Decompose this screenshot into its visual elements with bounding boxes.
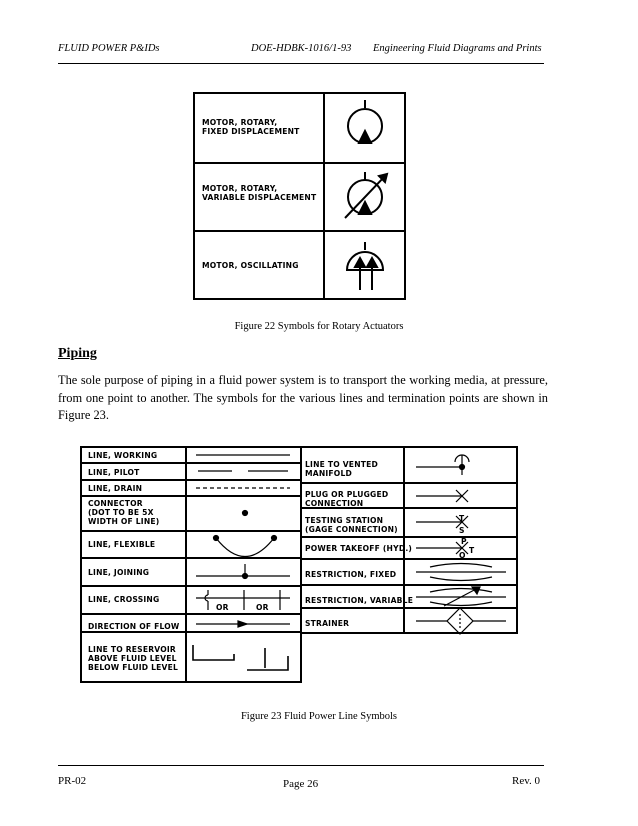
restriction-fixed-icon [416,564,506,581]
figure23-left-row-label: LINE TO RESERVOIR [88,645,176,654]
header-right: Engineering Fluid Diagrams and Prints [373,43,542,54]
figure23-right-row-label: STRAINER [305,619,350,628]
line-to-vented-manifold-icon [416,455,469,475]
figure23-right-row-label: PLUG OR PLUGGED [305,490,389,499]
section-heading: Piping [58,346,97,361]
motor-rotary-fixed-icon [348,100,382,143]
motor-oscillating-icon [347,242,383,290]
figure-23-line-symbols [0,440,638,690]
figure23-left-row-label: CONNECTOR [88,499,143,508]
footer-rule [58,765,544,766]
figure23-right-row-label: MANIFOLD [305,469,352,478]
figure23-right-row-label: RESTRICTION, FIXED [305,570,397,579]
line-flexible-icon [214,536,277,557]
figure22-row-label: MOTOR, OSCILLATING [202,261,299,270]
header-center: DOE-HDBK-1016/1-93 [251,43,352,54]
crossing-or-label-2: OR [256,603,269,612]
figure23-right-row-label: LINE TO VENTED [305,460,379,469]
strainer-icon [416,608,506,634]
figure22-row-label: FIXED DISPLACEMENT [202,127,300,136]
footer-right: Rev. 0 [512,775,541,787]
footer-center: Page 26 [283,778,319,790]
figure23-left-row-label: BELOW FLUID LEVEL [88,663,179,672]
figure23-left-row-label: LINE, JOINING [88,568,150,577]
figure23-left-row-label: ABOVE FLUID LEVEL [88,654,177,663]
line-to-reservoir-icon [193,645,288,670]
figure-23-caption: Figure 23 Fluid Power Line Symbols [240,711,398,722]
section-paragraph: The sole purpose of piping in a fluid power system is to transport the working media, at pressure, from one point to another. The symbols for the various lines and termination points are shown in Figure 23. [58,373,548,422]
figure22-row-label: MOTOR, ROTARY, [202,118,278,127]
line-crossing-icon [196,590,290,610]
plug-icon [416,490,468,502]
figure23-right-row-label: CONNECTION [305,499,364,508]
footer-left: PR-02 [58,775,87,787]
figure23-right-row-label: TESTING STATION [305,516,384,525]
line-joining-icon [196,564,290,579]
figure23-left-row-label: WIDTH OF LINE) [88,517,160,526]
figure23-right-row-label: RESTRICTION, VARIABLE [305,596,414,605]
figure-22-caption: Figure 22 Symbols for Rotary Actuators [234,321,404,332]
header-left: FLUID POWER P&IDs [58,43,160,54]
testing-station-t: T [459,514,465,523]
figure-22-rotary-actuators [0,0,638,340]
figure23-left-row-label: LINE, DRAIN [88,484,143,493]
figure23-left-row-label: LINE, CROSSING [88,595,160,604]
direction-of-flow-icon [196,621,290,627]
figure23-left-row-label: LINE, PILOT [88,468,140,477]
restriction-variable-icon [416,587,506,606]
figure23-left-row-label: DIRECTION OF FLOW [88,622,180,631]
figure23-left-row-label: LINE, WORKING [88,451,158,460]
figure23-left-row-label: (DOT TO BE 5X [88,508,154,517]
power-takeoff-o: O [459,551,466,560]
power-takeoff-t: T [469,546,475,555]
connector-dot-icon [243,511,248,516]
motor-rotary-variable-icon [345,172,387,218]
figure23-left-row-label: LINE, FLEXIBLE [88,540,156,549]
figure22-row-label: VARIABLE DISPLACEMENT [202,193,317,202]
testing-station-s: S [459,526,465,535]
figure23-right-row-label: (GAGE CONNECTION) [305,525,398,534]
figure22-row-label: MOTOR, ROTARY, [202,184,278,193]
crossing-or-label-1: OR [216,603,229,612]
figure23-right-row-label: POWER TAKEOFF (HYD.) [305,544,413,553]
power-takeoff-p: P [461,537,467,546]
